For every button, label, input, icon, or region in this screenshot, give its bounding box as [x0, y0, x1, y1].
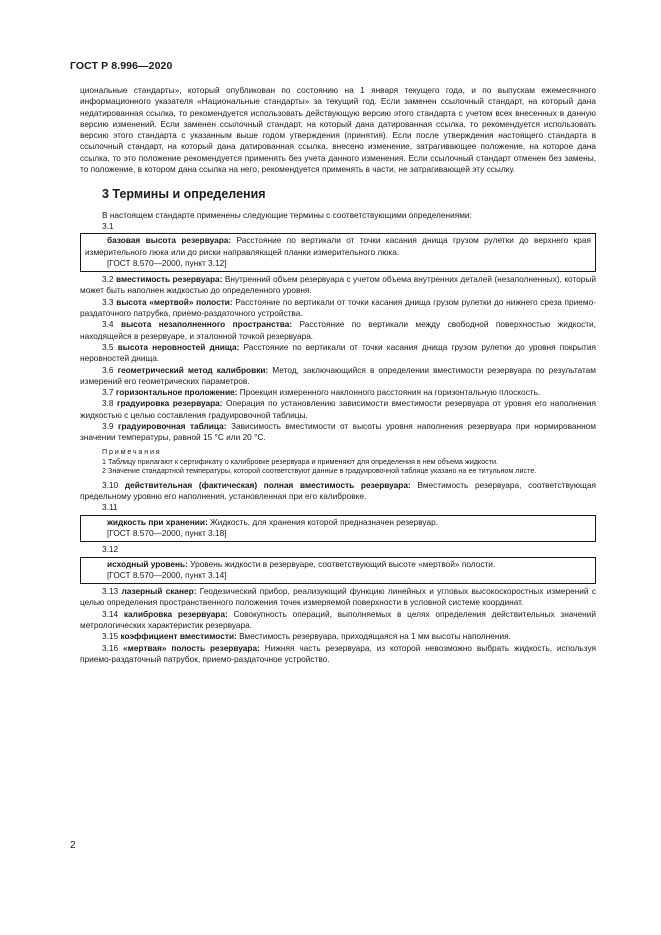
term-definition: Расстояние по вертикали от точки касания днища грузом рулетки до уровня покрытия неровностей днища.: [80, 341, 596, 364]
term-name: градуировочная таблица:: [118, 421, 227, 432]
term-name: вместимость резервуара:: [115, 274, 223, 285]
term-reference: [ГОСТ 8.570—2000, пункт 3.12]: [107, 257, 227, 268]
note-item: 2 Значение стандартной температуры, которой соответствуют данные в градуировочной таблице указано на ее титульном листе.: [102, 466, 537, 476]
term-entry: [80, 643, 596, 666]
term-name: действительная (фактическая) полная вместимость резервуара:: [124, 479, 411, 490]
term-definition: Совокупность операций, выполняемых в целях определения действительных значений метрологических характеристик резервуара.: [80, 608, 596, 631]
term-definition: Зависимость вместимости от высоты уровня наполнения резервуара при нормированном значении температуры, равной 15 °С или 20 °С.: [80, 421, 596, 443]
term-entry: [85, 559, 591, 570]
term-number: 3.13: [102, 586, 119, 597]
page-number: 2: [70, 840, 76, 851]
term-entry: [80, 365, 596, 388]
notes-title: Примечания: [102, 446, 162, 456]
term-number: 3.6: [102, 364, 114, 375]
quoted-term-box: [80, 557, 596, 585]
term-entry: [80, 342, 596, 365]
term-number: 3.4: [102, 319, 114, 330]
term-definition: Расстояние по вертикали от точки касания днища грузом рулетки до верхнего края измерительного люка или до риски направляющей планки измерительного люка.: [85, 235, 591, 257]
term-entry: [80, 421, 596, 444]
quoted-term-box: [80, 515, 596, 543]
term-name: лазерный сканер:: [121, 586, 197, 597]
term-definition: Вместимость резервуара, соответствующая предельному уровню его наполнения, установленная при его калибровке.: [80, 479, 596, 502]
term-entry: [80, 387, 596, 398]
document-header: ГОСТ Р 8.996—2020: [70, 60, 173, 72]
term-name: геометрический метод калибровки:: [117, 364, 269, 375]
term-entry: [80, 274, 596, 297]
term-number: 3.9: [102, 421, 114, 432]
term-definition: Нижняя часть резервуара, из которой невозможно выбрать жидкость, используя приемо-раздаточный патрубок, приемо-раздаточное устройство.: [80, 642, 597, 664]
term-number: 3.11: [102, 502, 118, 513]
term-definition: Расстояние по вертикали от точки касания днища грузом рулетки до нижнего среза приемо-раздаточного патрубка, приемо-раздаточного устройства.: [80, 296, 596, 319]
term-name: высота незаполненного пространства:: [120, 319, 293, 330]
term-definition: Уровень жидкости в резервуаре, соответствующий высоте «мертвой» полости.: [187, 558, 496, 569]
term-definition: Внутренний объем резервуара с учетом объема внутренних деталей (незаполненных), который может быть наполнен жидкостью до определенного уровня.: [80, 274, 597, 296]
term-name: высота неровностей днища:: [117, 341, 240, 352]
term-definition: Жидкость, для хранения которой предназначен резервуар.: [207, 516, 439, 527]
term-number: 3.8: [102, 398, 114, 409]
term-entry: [80, 319, 596, 342]
section-lead: В настоящем стандарте применены следующие термины с соответствующими определениями:: [102, 209, 472, 220]
term-name: жидкость при хранении:: [107, 516, 208, 527]
term-name: горизонтальное проложение:: [115, 387, 238, 398]
term-name: коэффициент вместимости:: [120, 631, 237, 642]
term-entry: [80, 297, 596, 320]
term-entry: [85, 235, 591, 258]
term-definition: Геодезический прибор, реализующий функцию линейных и угловых высокоскоростных измерений с целью определения пространственного положения точек измеряемой поверхности в условной системе координат.: [80, 586, 597, 608]
term-name: «мертвая» полость резервуара:: [123, 642, 260, 653]
term-entry: [80, 398, 596, 421]
page-body: [80, 85, 596, 665]
term-definition: Расстояние по вертикали между свободной поверхностью жидкости, находящейся в резервуаре, и эталонной точкой резервуара.: [80, 319, 596, 341]
term-number: 3.7: [102, 387, 114, 398]
term-number: 3.2: [102, 274, 114, 285]
term-number: 3.10: [102, 479, 119, 490]
term-entry: [80, 609, 596, 632]
term-number: 3.14: [102, 608, 119, 619]
term-name: высота «мертвой» полости:: [116, 296, 233, 307]
term-definition: Проекция измеренного наклонного расстояния на горизонтальную плоскость.: [237, 387, 541, 398]
note-item: 1 Таблицу прилагают к сертификату о калибровке резервуара и применяют для определения в нем объема жидкости.: [102, 456, 499, 466]
term-name: базовая высота резервуара:: [107, 235, 232, 246]
term-name: калибровка резервуара:: [123, 608, 228, 619]
term-number: 3.5: [102, 341, 114, 352]
term-entry: [80, 480, 596, 503]
term-name: градуировка резервуара:: [117, 398, 223, 409]
intro-paragraph: циональные стандарты», который опубликован по состоянию на 1 января текущего года, и по выпускам ежемесячного информационного указателя «Национальные стандарты» за текущий год. Если заменен ссылочный стандарт, на который дана недатированная ссылка, то рекомендуется использовать действующую версию этого стандарта с учетом всех внесенных в данную версию изменений. Если заменен ссылочный стандарт, на который дана датированная ссылка, то рекомендуется использовать версию этого стандарта с указанным выше годом утверждения (принятия). Если после утверждения настоящего стандарта в ссылочный стандарт, на который дана датированная ссылка, внесено изменение, затрагивающее положение, на которое дана ссылка, то это положение рекомендуется применять без учета данного изменения. Если ссылочный стандарт отменен без замены, то положение, в котором дана ссылка на него, рекомендуется применять в части, не затрагивающей эту ссылку.: [80, 85, 596, 175]
term-reference: [ГОСТ 8.570—2000, пункт 3.18]: [107, 527, 227, 538]
term-definition: Метод, заключающийся в определении вместимости резервуара по результатам измерений его геометрических параметров.: [80, 364, 597, 386]
term-entry: [80, 631, 596, 642]
quoted-term-box: [80, 233, 596, 272]
term-number: 3.3: [102, 296, 114, 307]
term-reference: [ГОСТ 8.570—2000, пункт 3.14]: [107, 569, 227, 580]
term-number: 3.1: [102, 220, 114, 231]
term-entry: [85, 517, 591, 528]
section-heading: 3 Термины и определения: [102, 187, 266, 202]
term-number: 3.16: [102, 642, 119, 653]
term-name: исходный уровень:: [107, 558, 188, 569]
term-number: 3.15: [102, 631, 119, 642]
term-number: 3.12: [102, 544, 119, 555]
term-definition: Вместимость резервуара, приходящаяся на 1 мм высоты наполнения.: [236, 631, 511, 642]
term-definition: Операция по установлению зависимости вместимости резервуара от уровня его наполнения жидкостью с целью составления градуировочной таблицы.: [80, 398, 597, 420]
term-entry: [80, 586, 596, 609]
